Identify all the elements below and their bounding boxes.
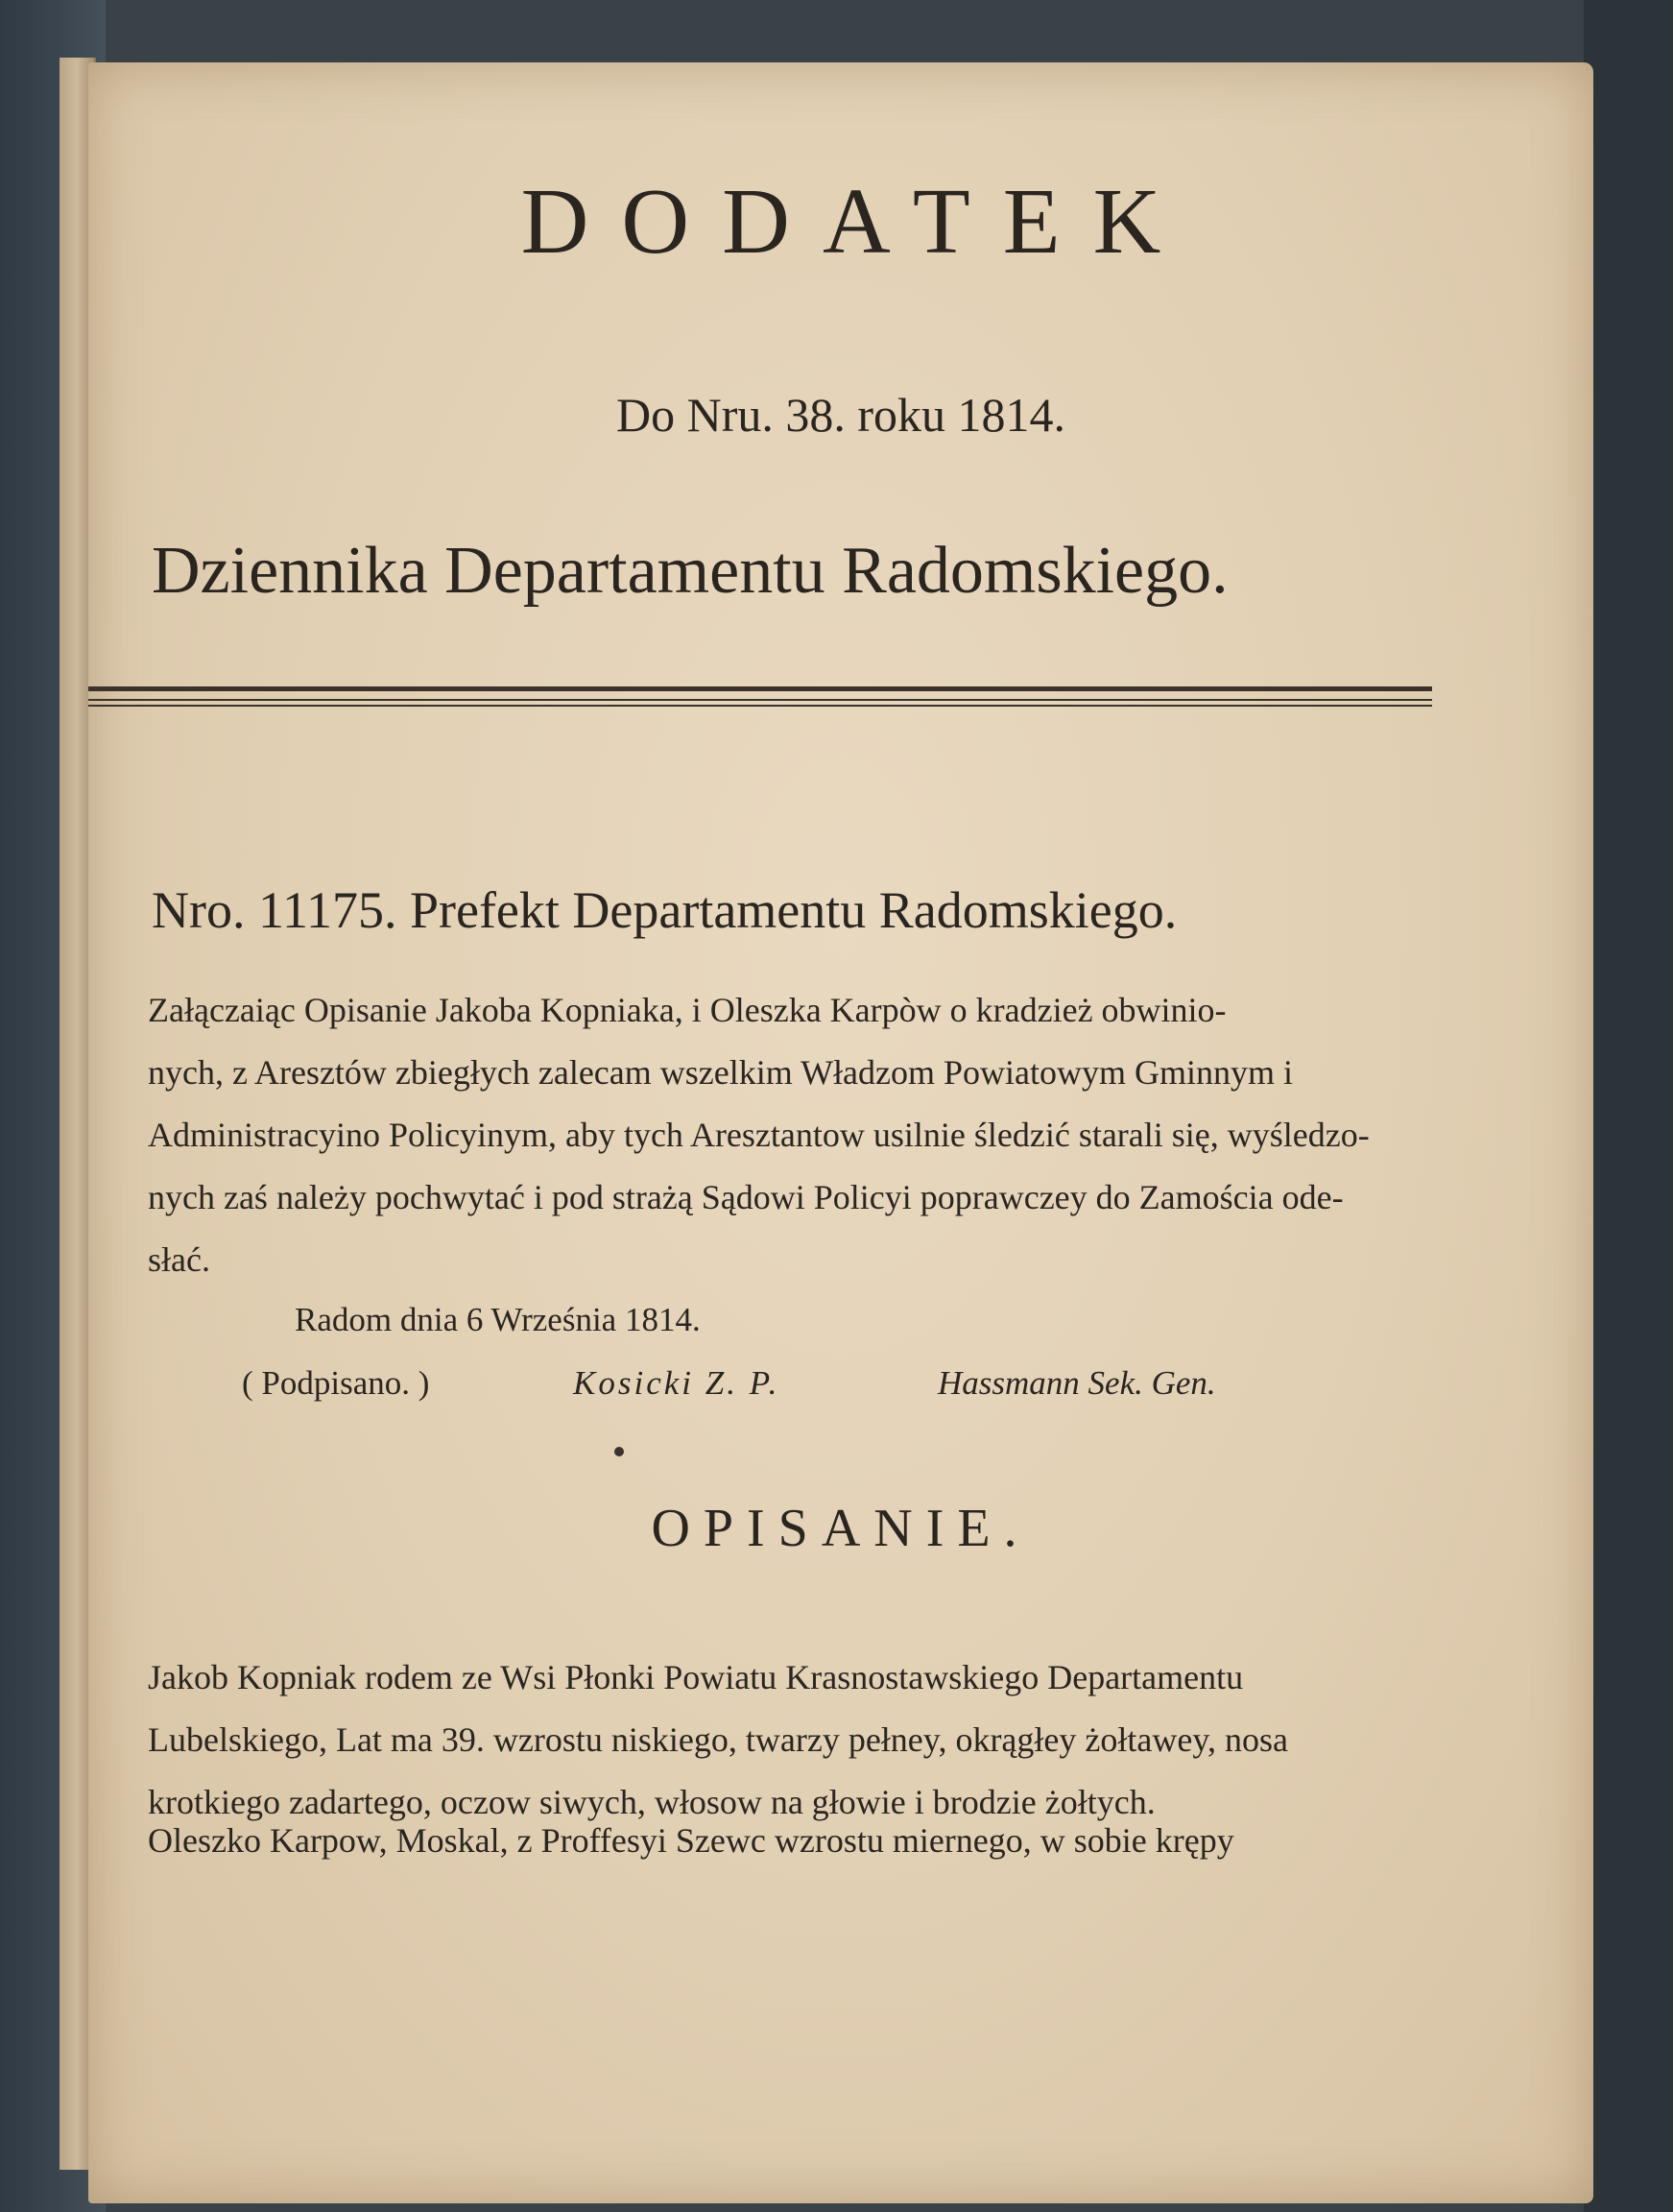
notice-line: Administracyino Policyinym, aby tych Aresztantow usilnie śledzić starali się, wyśledzo- <box>148 1116 1370 1154</box>
double-rule-thin-2 <box>88 705 1432 707</box>
double-rule-thin <box>88 699 1432 701</box>
notice-heading: Nro. 11175. Prefekt Departamentu Radomskiego. <box>152 881 1178 939</box>
description-line: Oleszko Karpow, Moskal, z Proffesyi Szewc wzrostu miernego, w sobie krępy <box>148 1821 1234 1860</box>
notice-paragraph <box>148 979 1492 1291</box>
notice-line: nych, z Aresztów zbiegłych zalecam wszelkim Władzom Powiatowym Gminnym i <box>148 1053 1294 1092</box>
journal-name: Dziennika Departamentu Radomskiego. <box>152 534 1229 608</box>
double-rule-thick <box>88 686 1432 691</box>
signatory-prefect: Kosicki Z. P. <box>573 1364 780 1402</box>
binding-right-board <box>1584 0 1673 2212</box>
issue-subtitle: Do Nru. 38. roku 1814. <box>615 388 1066 442</box>
signatory-secretary: Hassmann Sek. Gen. <box>938 1364 1216 1402</box>
description-paragraph-1 <box>148 1647 1492 1834</box>
description-heading: OPISANIE. <box>651 1499 1031 1558</box>
description-paragraph-2 <box>148 1810 1492 1872</box>
signed-label: ( Podpisano. ) <box>242 1364 430 1402</box>
document-page <box>88 62 1593 2203</box>
notice-line: Załączaiąc Opisanie Jakoba Kopniaka, i Oleszka Karpòw o kradzież obwinio- <box>148 991 1227 1029</box>
document-title: DODATEK <box>520 170 1194 274</box>
description-line: Lubelskiego, Lat ma 39. wzrostu niskiego, twarzy pełney, okrągłey żołtawey, nosa <box>148 1720 1288 1759</box>
description-line: Jakob Kopniak rodem ze Wsi Płonki Powiatu Krasnostawskiego Departamentu <box>148 1658 1244 1696</box>
description-line: krotkiego zadartego, oczow siwych, włosow na głowie i brodzie żołtych. <box>148 1783 1156 1821</box>
notice-line: nych zaś należy pochwytać i pod strażą Sądowi Policyi poprawczey do Zamościa ode- <box>148 1178 1344 1216</box>
notice-line: słać. <box>148 1240 210 1279</box>
place-date: Radom dnia 6 Września 1814. <box>295 1301 701 1338</box>
ink-dot <box>614 1447 624 1456</box>
